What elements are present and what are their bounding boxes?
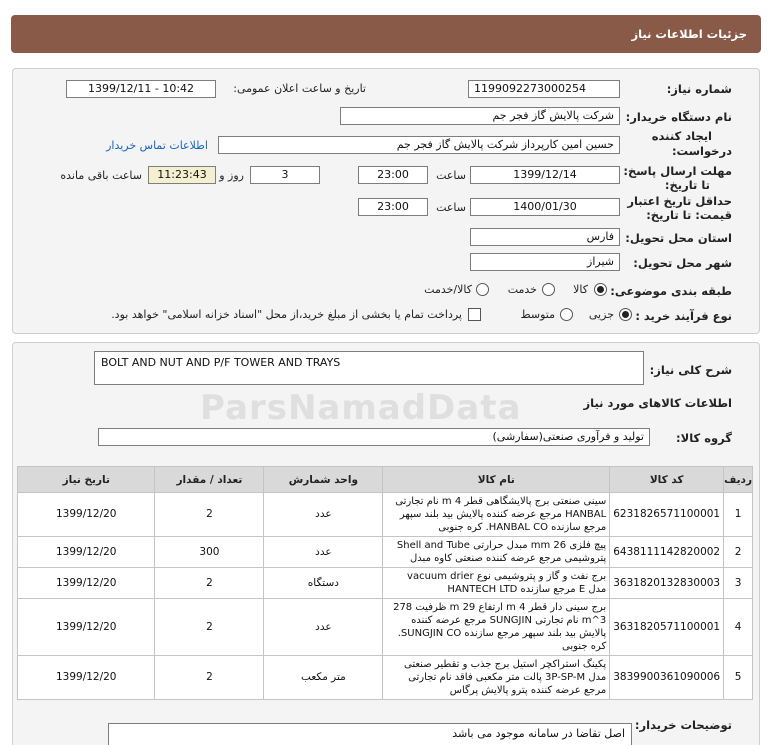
goods-section-title: اطلاعات کالاهای مورد نیاز	[583, 396, 732, 410]
category-radio-goods[interactable]	[594, 283, 607, 296]
validity-time-label: ساعت	[436, 201, 466, 214]
cell-row: 3	[724, 568, 753, 599]
group-field[interactable]: تولید و فرآوری صنعتی(سفارشی)	[98, 428, 650, 446]
cell-name: سینی صنعتی برج پالایشگاهی قطر 4 m نام تجارتی HANBAL مرجع عرضه کننده پالایش بید بلند سپهر مرجع سازنده HANBAL CO. کره جنوبی	[383, 493, 610, 537]
col-header-unit: واحد شمارش	[264, 467, 383, 493]
process-radio-medium[interactable]	[560, 308, 573, 321]
buyer-notes-label: توضیحات خریدار:	[634, 718, 732, 732]
col-header-code: کد کالا	[610, 467, 724, 493]
process-label: نوع فرآیند خرید :	[635, 309, 732, 323]
remaining-label: ساعت باقی مانده	[60, 169, 142, 182]
process-radio-minor[interactable]	[619, 308, 632, 321]
cell-unit: دستگاه	[264, 568, 383, 599]
province-label: استان محل تحویل:	[625, 231, 732, 245]
items-table	[17, 466, 753, 700]
deadline-label-1: مهلت ارسال پاسخ:	[623, 164, 732, 178]
cell-qty: 300	[155, 537, 264, 568]
summary-field	[94, 351, 644, 385]
process-option-minor: جزیی	[588, 308, 614, 321]
process-option-medium: متوسط	[520, 308, 555, 321]
cell-name: برج سینی دار قطر 4 m ارتفاع 29 m ظرفیت 278 m^3 نام تجارتی SUNGJIN مرجع عرضه کننده پالایش بید بلند سپهر مرجع سازنده SUNGJIN CO. کره جنوبی	[383, 599, 610, 656]
cell-code: 3631820571100001	[610, 599, 724, 656]
cell-qty: 2	[155, 656, 264, 700]
summary-value: BOLT AND NUT AND P/F TOWER AND TRAYS	[101, 356, 341, 369]
cell-date: 1399/12/20	[18, 493, 155, 537]
requester-label-1: ایجاد کننده	[651, 129, 712, 143]
cell-date: 1399/12/20	[18, 568, 155, 599]
payment-note: پرداخت تمام یا بخشی از مبلغ خرید،از محل "اسناد خزانه اسلامی" خواهد بود.	[111, 308, 462, 321]
cell-code: 3631820132830003	[610, 568, 724, 599]
page-header	[11, 15, 761, 53]
category-radio-service[interactable]	[542, 283, 555, 296]
validity-label-1: حداقل تاریخ اعتبار	[627, 194, 732, 208]
buyer-org-field[interactable]: شرکت پالایش گاز فجر جم	[340, 107, 620, 125]
buyer-org-label: نام دستگاه خریدار:	[625, 110, 732, 124]
col-header-qty: تعداد / مقدار	[155, 467, 264, 493]
cell-unit: عدد	[264, 493, 383, 537]
need-number-field[interactable]: 1199092273000254	[468, 80, 620, 98]
table-row	[18, 656, 753, 700]
validity-label-2: قیمت: تا تاریخ:	[646, 208, 732, 222]
cell-date: 1399/12/20	[18, 656, 155, 700]
deadline-date-field[interactable]: 1399/12/14	[470, 166, 620, 184]
col-header-name: نام کالا	[383, 467, 610, 493]
cell-unit: عدد	[264, 537, 383, 568]
cell-qty: 2	[155, 599, 264, 656]
table-header-row	[18, 467, 753, 493]
category-label: طبقه بندی موضوعی:	[610, 284, 732, 298]
cell-date: 1399/12/20	[18, 537, 155, 568]
col-header-date: تاریخ نیاز	[18, 467, 155, 493]
city-field[interactable]: شیراز	[470, 253, 620, 271]
remaining-time-field: 11:23:43	[148, 166, 216, 184]
cell-code: 6438111142820002	[610, 537, 724, 568]
page-title: جزئیات اطلاعات نیاز	[631, 27, 747, 41]
watermark: ParsNamadData	[200, 388, 522, 428]
table-row	[18, 599, 753, 656]
cell-code: 6231826571100001	[610, 493, 724, 537]
buyer-notes-value: اصل تقاضا در سامانه موجود می باشد	[452, 727, 625, 740]
days-field[interactable]: 3	[250, 166, 320, 184]
buyer-notes-field[interactable]	[108, 723, 632, 745]
payment-checkbox[interactable]	[468, 308, 481, 321]
cell-code: 3839900361090006	[610, 656, 724, 700]
cell-row: 4	[724, 599, 753, 656]
cell-row: 5	[724, 656, 753, 700]
city-label: شهر محل تحویل:	[633, 256, 732, 270]
category-option-goods: کالا	[573, 283, 588, 296]
category-option-goods-service: کالا/خدمت	[424, 283, 472, 296]
group-label: گروه کالا:	[676, 431, 732, 445]
deadline-time-label: ساعت	[436, 169, 466, 182]
announce-label: تاریخ و ساعت اعلان عمومی:	[233, 82, 366, 95]
validity-time-field[interactable]: 23:00	[358, 198, 428, 216]
announce-field[interactable]: 1399/12/11 - 10:42	[66, 80, 216, 98]
cell-name: پیچ فلزی 26 mm مبدل حرارتی Shell and Tube پتروشیمی مرجع عرضه کننده صنعتی کاوه مبدل	[383, 537, 610, 568]
cell-date: 1399/12/20	[18, 599, 155, 656]
cell-unit: عدد	[264, 599, 383, 656]
cell-name: برج نفت و گاز و پتروشیمی نوع vacuum drier مدل E مرجع سازنده HANTECH LTD	[383, 568, 610, 599]
days-label: روز و	[219, 169, 244, 182]
cell-qty: 2	[155, 568, 264, 599]
requester-label-2: درخواست:	[671, 144, 732, 158]
cell-qty: 2	[155, 493, 264, 537]
cell-row: 2	[724, 537, 753, 568]
contact-buyer-link[interactable]: اطلاعات تماس خریدار	[106, 139, 208, 152]
province-field[interactable]: فارس	[470, 228, 620, 246]
cell-unit: متر مکعب	[264, 656, 383, 700]
validity-date-field[interactable]: 1400/01/30	[470, 198, 620, 216]
deadline-time-field[interactable]: 23:00	[358, 166, 428, 184]
cell-row: 1	[724, 493, 753, 537]
table-row	[18, 568, 753, 599]
requester-field[interactable]: حسین امین کارپرداز شرکت پالایش گاز فجر جم	[218, 136, 620, 154]
deadline-label-2: تا تاریخ:	[664, 178, 710, 192]
need-number-label: شماره نیاز:	[666, 82, 732, 96]
category-radio-goods-service[interactable]	[476, 283, 489, 296]
category-option-service: خدمت	[507, 283, 537, 296]
col-header-row: ردیف	[724, 467, 753, 493]
table-row	[18, 537, 753, 568]
cell-name: پکینگ استراکچر استیل برج جذب و تقطیر صنعتی مدل 3P-SP-M پالت متر مکعبی فاقد نام تجارتی مرجع عرضه کننده پترو پالایش پرگاس	[383, 656, 610, 700]
table-row	[18, 493, 753, 537]
summary-label: شرح کلی نیاز:	[649, 363, 732, 377]
